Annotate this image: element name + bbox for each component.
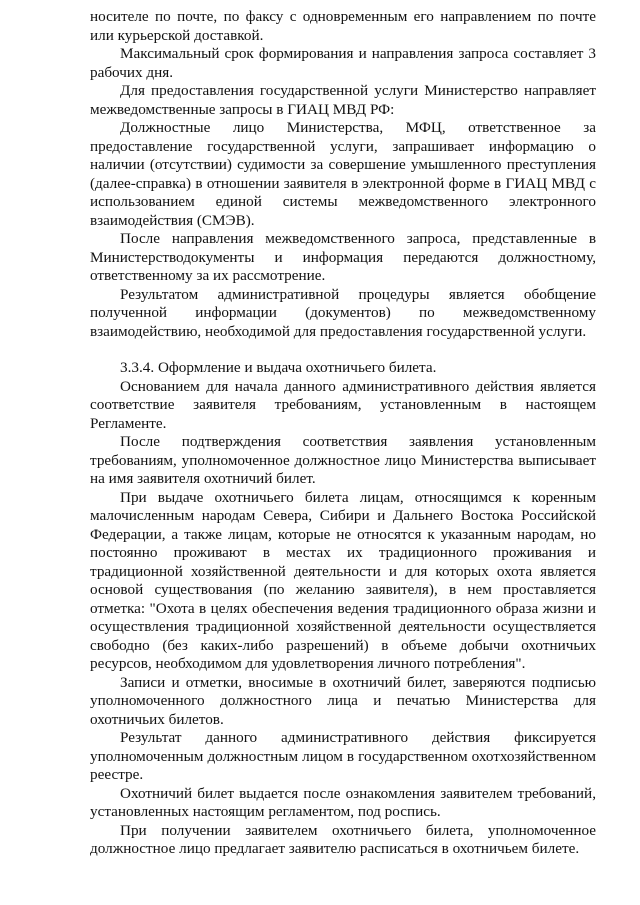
- paragraph-10: Записи и отметки, вносимые в охотничий билет, заверяются подписью уполномоченного должностного лица и печатью Министерства для охотничьих билетов.: [90, 673, 596, 728]
- paragraph-6: Результатом административной процедуры является обобщение полученной информации (документов) по межведомственному взаимодействию, необходимой для предоставления государственной услуги.: [90, 285, 596, 340]
- paragraph-4: Должностные лицо Министерства, МФЦ, ответственное за предоставление государственной услуги, запрашивает информацию о наличии (отсутствии) судимости за совершение умышленного преступления (далее-справка) в отношении заявителя в электронной форме в ГИАЦ МВД с использованием единой системы межведомственного электронного взаимодействия (СМЭВ).: [90, 119, 596, 229]
- paragraph-9: При выдаче охотничьего билета лицам, относящимся к коренным малочисленным народам Севера, Сибири и Дальнего Востока Российской Федерации, а также лицам, которые не относятся к указанным народам, но постоянно проживают в местах их традиционного проживания и традиционной хозяйственной деятельности и для которых охота является основой существования (по желанию заявителя), в нем проставляется отметка: "Охота в целях обеспечения ведения традиционного образа жизни и осуществления традиционной хозяйственной деятельности осуществляется свободно (без каких-либо разрешений) в объеме добычи охотничьих ресурсов, необходимом для удовлетворения личного потребления".: [90, 488, 596, 672]
- paragraph-2: Максимальный срок формирования и направления запроса составляет 3 рабочих дня.: [90, 45, 596, 81]
- paragraph-5: После направления межведомственного запроса, представленные в Министерстводокументы и информация передаются должностному, ответственному за их рассмотрение.: [90, 230, 596, 284]
- paragraph-1: носителе по почте, по факсу с одновременным его направлением по почте или курьерской доставкой.: [90, 8, 596, 44]
- paragraph-8: После подтверждения соответствия заявления установленным требованиям, уполномоченное должностное лицо Министерства выписывает на имя заявителя охотничий билет.: [90, 433, 596, 487]
- paragraph-12: Охотничий билет выдается после ознакомления заявителем требований, установленных настоящим регламентом, под роспись.: [90, 784, 596, 820]
- paragraph-11: Результат данного административного действия фиксируется уполномоченным должностным лицом в государственном охотхозяйственном реестре.: [90, 729, 596, 783]
- paragraph-7: Основанием для начала данного административного действия является соответствие заявителя требованиям, установленным в настоящем Регламенте.: [90, 377, 596, 432]
- paragraph-3: Для предоставления государственной услуги Министерство направляет межведомственные запросы в ГИАЦ МВД РФ:: [90, 82, 596, 118]
- section-heading: 3.3.4. Оформление и выдача охотничьего билета.: [120, 359, 437, 376]
- paragraph-13: При получении заявителем охотничьего билета, уполномоченное должностное лицо предлагает заявителю расписаться в охотничьем билете.: [90, 821, 596, 857]
- document-body: [90, 8, 596, 859]
